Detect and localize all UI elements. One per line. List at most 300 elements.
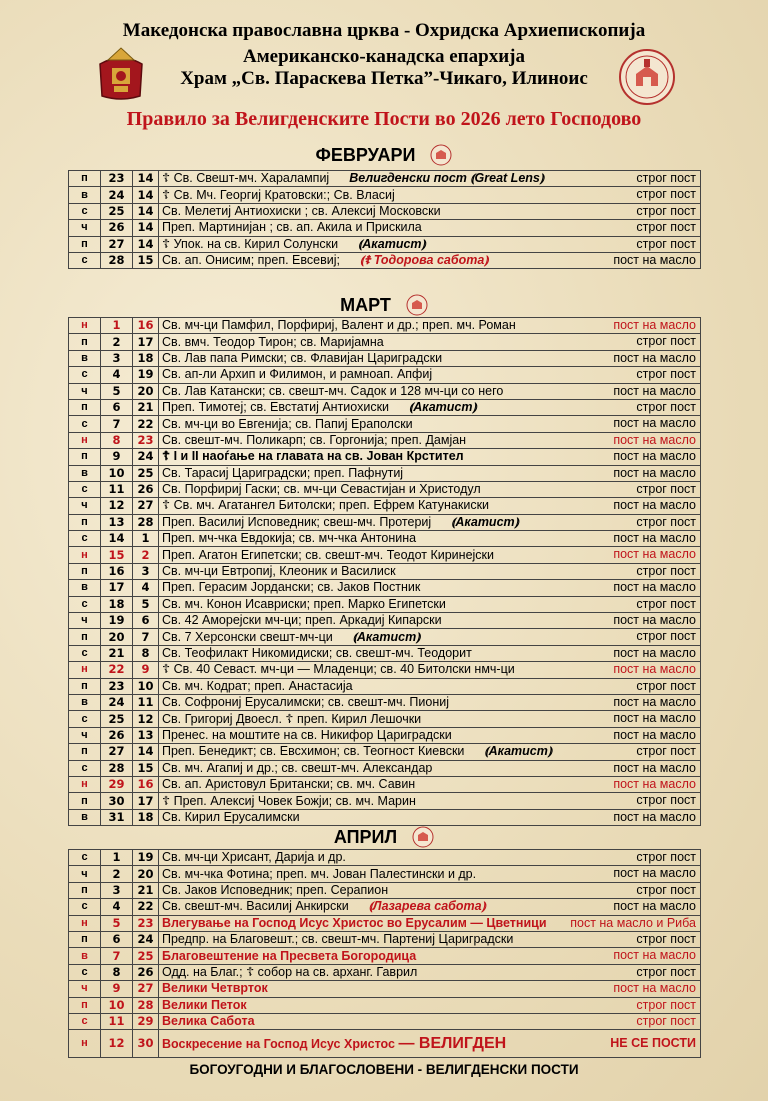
fast-rule: пост на масло <box>613 465 696 480</box>
day-of-week: н <box>69 662 101 678</box>
fast-rule: пост на масло <box>613 383 696 398</box>
table-row <box>69 948 701 964</box>
feast-text: Велики Четврток <box>162 981 268 996</box>
feast-cell <box>159 711 701 727</box>
new-calendar-date: 17 <box>101 580 133 596</box>
feast-text: Св. Тарасиј Цариградски; преп. Пафнутиј <box>162 465 404 480</box>
feast-text: Св. Порфириј Гаски; св. мч-ци Севастијан и Христодул <box>162 482 481 497</box>
day-of-week: п <box>69 997 101 1013</box>
temple-emblem-icon <box>406 294 428 316</box>
feast-text: Св. ап. Аристовул Британски; св. мч. Савин <box>162 777 416 792</box>
feast-text: Св. мч-ци во Евгенија; св. Папиј Ераполски <box>162 416 413 431</box>
new-calendar-date: 14 <box>101 531 133 547</box>
feast-text: Св. вмч. Теодор Тирон; св. Маријамна <box>162 334 384 349</box>
new-calendar-date: 28 <box>101 760 133 776</box>
table-row <box>69 915 701 931</box>
feast-text: Преп. Агатон Египетски; св. свешт-мч. Теодот Киринејски <box>162 547 495 562</box>
feast-text: Влегување на Господ Исус Христос во Ерусалим — Цветници <box>162 915 547 930</box>
new-calendar-date: 6 <box>101 931 133 947</box>
day-of-week: п <box>69 171 101 187</box>
fast-rule: строг пост <box>636 334 696 349</box>
old-calendar-date: 25 <box>133 948 159 964</box>
table-row <box>69 711 701 727</box>
fast-rule: строг пост <box>636 367 696 382</box>
old-calendar-date: 21 <box>133 882 159 898</box>
easter-highlight: — ВЕЛИГДЕН <box>398 1034 507 1052</box>
day-of-week: с <box>69 711 101 727</box>
old-calendar-date: 16 <box>133 318 159 334</box>
new-calendar-date: 3 <box>101 350 133 366</box>
new-calendar-date: 1 <box>101 318 133 334</box>
day-of-week: п <box>69 449 101 465</box>
new-calendar-date: 7 <box>101 948 133 964</box>
old-calendar-date: 19 <box>133 367 159 383</box>
fast-rule: пост на масло <box>613 809 696 824</box>
new-calendar-date: 23 <box>101 171 133 187</box>
new-calendar-date: 10 <box>101 465 133 481</box>
feast-text: Св. Григориј Двоесл. ☦ преп. Кирил Лешочки <box>162 711 422 726</box>
table-row <box>69 563 701 579</box>
old-calendar-date: 15 <box>133 760 159 776</box>
feast-cell <box>159 596 701 612</box>
feast-text: Св. Лав папа Римски; св. Флавијан Цариградски <box>162 350 443 365</box>
feast-marker: ⦅☦ Тодорова сабота⦆ <box>359 253 489 268</box>
feast-cell <box>159 866 701 882</box>
table-row <box>69 547 701 563</box>
fast-rule: строг пост <box>636 629 696 644</box>
table-row <box>69 252 701 268</box>
page-subtitle: Правило за Велигденските Пости во 2026 лето Господово <box>126 108 642 130</box>
feast-marker: ⦅Акатист⦆ <box>358 236 426 251</box>
feast-cell <box>159 931 701 947</box>
temple-emblem-icon <box>412 826 434 848</box>
day-of-week: в <box>69 187 101 203</box>
table-row <box>69 776 701 792</box>
old-calendar-date: 12 <box>133 711 159 727</box>
feast-text: ☦ Св. мч. Агатангел Битолски; преп. Ефрем Катунакиски <box>162 498 490 513</box>
feast-text: Св. мч. Кодрат; преп. Анастасија <box>162 678 353 693</box>
fast-rule: пост на масло <box>613 531 696 546</box>
old-calendar-date: 14 <box>133 220 159 236</box>
fast-rule: пост на масло <box>613 498 696 513</box>
table-row <box>69 220 701 236</box>
table-row <box>69 662 701 678</box>
feast-text: Преп. Мартинијан ; св. ап. Акила и Прискила <box>162 220 422 235</box>
feast-cell <box>159 1030 701 1058</box>
day-of-week: с <box>69 596 101 612</box>
new-calendar-date: 12 <box>101 1030 133 1058</box>
table-row <box>69 498 701 514</box>
feast-text: Св. мч-ци Евтропиј, Клеоник и Василиск <box>162 564 396 579</box>
feast-text: Св. свешт-мч. Поликарп; св. Горгонија; преп. Дамјан <box>162 432 467 447</box>
feast-cell <box>159 171 701 187</box>
fast-rule: строг пост <box>636 744 696 759</box>
feast-cell <box>159 514 701 530</box>
table-row <box>69 694 701 710</box>
old-calendar-date: 14 <box>133 187 159 203</box>
table-row <box>69 514 701 530</box>
new-calendar-date: 10 <box>101 997 133 1013</box>
old-calendar-date: 21 <box>133 399 159 415</box>
new-calendar-date: 5 <box>101 915 133 931</box>
feast-cell <box>159 449 701 465</box>
calendar-table-february <box>68 170 701 269</box>
fast-rule: пост на масло <box>613 711 696 726</box>
feast-cell <box>159 915 701 931</box>
table-row <box>69 981 701 997</box>
feast-cell <box>159 744 701 760</box>
new-calendar-date: 4 <box>101 367 133 383</box>
feast-cell <box>159 776 701 792</box>
old-calendar-date: 23 <box>133 432 159 448</box>
new-calendar-date: 24 <box>101 187 133 203</box>
feast-text: ☦ Св. 40 Севаст. мч-ци — Младенци; св. 40 Битолски нмч-ци <box>162 662 515 677</box>
day-of-week: п <box>69 678 101 694</box>
day-of-week: с <box>69 416 101 432</box>
old-calendar-date: 8 <box>133 645 159 661</box>
old-calendar-date: 26 <box>133 481 159 497</box>
old-calendar-date: 18 <box>133 350 159 366</box>
table-row <box>69 580 701 596</box>
new-calendar-date: 8 <box>101 432 133 448</box>
feast-marker: ⦅Акатист⦆ <box>484 744 553 759</box>
new-calendar-date: 11 <box>101 1013 133 1029</box>
old-calendar-date: 27 <box>133 981 159 997</box>
fast-rule: строг пост <box>636 997 696 1012</box>
day-of-week: с <box>69 645 101 661</box>
table-row-easter <box>69 1030 701 1058</box>
table-row <box>69 432 701 448</box>
day-of-week: с <box>69 481 101 497</box>
feast-text: Св. Мелетиј Антиохиски ; св. Алексиј Московски <box>162 203 441 218</box>
feast-text: Благовештение на Пресвета Богородица <box>162 948 417 963</box>
new-calendar-date: 26 <box>101 220 133 236</box>
old-calendar-date: 17 <box>133 334 159 350</box>
feast-cell <box>159 367 701 383</box>
old-calendar-date: 11 <box>133 694 159 710</box>
fast-rule: пост на масло <box>613 449 696 464</box>
day-of-week: н <box>69 547 101 563</box>
old-calendar-date: 24 <box>133 449 159 465</box>
feast-marker: ⦅Акатист⦆ <box>451 514 519 529</box>
feast-text: Одд. на Благ.; ☦ собор на св. арханг. Гаврил <box>162 964 418 979</box>
table-row <box>69 236 701 252</box>
old-calendar-date: 16 <box>133 776 159 792</box>
month-title-text: АПРИЛ <box>333 827 398 848</box>
feast-cell <box>159 318 701 334</box>
feast-text: ☦ I и II наоѓање на главата на св. Јован Крстител <box>162 449 464 464</box>
feast-cell <box>159 948 701 964</box>
old-calendar-date: 20 <box>133 383 159 399</box>
new-calendar-date: 31 <box>101 809 133 825</box>
fast-rule: пост на масло <box>613 416 696 431</box>
old-calendar-date: 3 <box>133 563 159 579</box>
day-of-week: п <box>69 629 101 645</box>
feast-cell <box>159 252 701 268</box>
feast-text: Св. мч-чка Фотина; преп. мч. Јован Палестински и др. <box>162 866 477 881</box>
day-of-week: п <box>69 882 101 898</box>
day-of-week: н <box>69 432 101 448</box>
table-row <box>69 744 701 760</box>
table-row <box>69 334 701 350</box>
table-row <box>69 350 701 366</box>
old-calendar-date: 10 <box>133 678 159 694</box>
feast-cell <box>159 432 701 448</box>
new-calendar-date: 6 <box>101 399 133 415</box>
temple-emblem-icon <box>430 144 452 166</box>
diocese-title: Американско-канадска епархија <box>243 46 525 67</box>
feast-cell <box>159 187 701 203</box>
table-row <box>69 416 701 432</box>
day-of-week: с <box>69 203 101 219</box>
old-calendar-date: 4 <box>133 580 159 596</box>
fast-rule: пост на масло и Риба <box>570 915 696 930</box>
feast-cell <box>159 563 701 579</box>
feast-text: Св. Теофилакт Никомидиски; св. свешт-мч. Теодорит <box>162 646 472 660</box>
day-of-week: п <box>69 334 101 350</box>
feast-cell <box>159 645 701 661</box>
table-row <box>69 793 701 809</box>
feast-cell <box>159 547 701 563</box>
day-of-week: с <box>69 531 101 547</box>
feast-cell <box>159 498 701 514</box>
feast-cell <box>159 531 701 547</box>
calendar-table-april <box>68 849 701 1058</box>
day-of-week: с <box>69 252 101 268</box>
day-of-week: с <box>69 964 101 980</box>
table-row <box>69 931 701 947</box>
feast-text: Воскресение на Господ Исус Христос <box>162 1036 395 1051</box>
feast-cell <box>159 220 701 236</box>
fast-rule: строг пост <box>636 171 696 185</box>
feast-cell <box>159 694 701 710</box>
fast-rule: пост на масло <box>613 318 696 332</box>
old-calendar-date: 2 <box>133 547 159 563</box>
day-of-week: п <box>69 236 101 252</box>
new-calendar-date: 25 <box>101 203 133 219</box>
new-calendar-date: 28 <box>101 252 133 268</box>
fast-rule: строг пост <box>636 882 696 897</box>
feast-cell <box>159 964 701 980</box>
feast-text: Св. Јаков Исповедник; преп. Серапион <box>162 882 389 897</box>
day-of-week: в <box>69 465 101 481</box>
table-row <box>69 399 701 415</box>
day-of-week: ч <box>69 866 101 882</box>
fast-rule: пост на масло <box>613 350 696 365</box>
day-of-week: ч <box>69 220 101 236</box>
fast-rule: пост на масло <box>613 694 696 709</box>
table-row <box>69 629 701 645</box>
day-of-week: в <box>69 580 101 596</box>
feast-cell <box>159 203 701 219</box>
day-of-week: с <box>69 850 101 866</box>
new-calendar-date: 8 <box>101 964 133 980</box>
fast-rule: строг пост <box>636 793 696 808</box>
temple-title: Храм „Св. Параскева Петка”-Чикаго, Илиноис <box>180 68 588 89</box>
fast-rule: пост на масло <box>613 645 696 660</box>
feast-cell <box>159 678 701 694</box>
feast-text: Пренес. на моштите на св. Никифор Цариградски <box>162 727 452 742</box>
table-row <box>69 171 701 187</box>
new-calendar-date: 2 <box>101 334 133 350</box>
new-calendar-date: 12 <box>101 498 133 514</box>
old-calendar-date: 15 <box>133 252 159 268</box>
diocese-crest-icon <box>96 46 146 102</box>
new-calendar-date: 1 <box>101 850 133 866</box>
feast-text: Св. ап-ли Архип и Филимон, и рамноап. Апфиј <box>162 367 433 382</box>
fast-rule: строг пост <box>636 931 696 946</box>
feast-text: Св. 42 Аморејски мч-ци; преп. Аркадиј Кипарски <box>162 613 442 628</box>
day-of-week: ч <box>69 383 101 399</box>
fast-rule: строг пост <box>636 481 696 496</box>
fast-rule: пост на масло <box>613 613 696 628</box>
table-row <box>69 645 701 661</box>
table-row <box>69 964 701 980</box>
month-title-february <box>68 141 700 167</box>
old-calendar-date: 1 <box>133 531 159 547</box>
feast-text: Преп. Герасим Јордански; св. Јаков Постник <box>162 580 421 595</box>
fast-rule: пост на масло <box>613 776 696 791</box>
church-title: Македонска православна црква - Охридска Архиепископија <box>122 20 646 41</box>
day-of-week: п <box>69 563 101 579</box>
new-calendar-date: 5 <box>101 383 133 399</box>
old-calendar-date: 23 <box>133 915 159 931</box>
feast-cell <box>159 350 701 366</box>
fast-rule: строг пост <box>636 678 696 693</box>
old-calendar-date: 14 <box>133 203 159 219</box>
new-calendar-date: 27 <box>101 236 133 252</box>
old-calendar-date: 18 <box>133 809 159 825</box>
old-calendar-date: 22 <box>133 416 159 432</box>
feast-cell <box>159 481 701 497</box>
day-of-week: в <box>69 809 101 825</box>
old-calendar-date: 22 <box>133 899 159 915</box>
feast-cell <box>159 981 701 997</box>
day-of-week: н <box>69 776 101 792</box>
new-calendar-date: 2 <box>101 866 133 882</box>
day-of-week: п <box>69 744 101 760</box>
feast-text: Св. Лав Катански; св. свешт-мч. Садок и 128 мч-ци со него <box>162 383 504 398</box>
day-of-week: с <box>69 1013 101 1029</box>
feast-marker: Велигденски пост ⦅Great Lens⦆ <box>349 171 545 186</box>
feast-cell <box>159 613 701 629</box>
fast-rule: пост на масло <box>613 547 696 562</box>
feast-cell <box>159 334 701 350</box>
fast-rule: пост на масло <box>613 981 696 996</box>
day-of-week: н <box>69 915 101 931</box>
fast-rule: строг пост <box>636 187 696 202</box>
fast-rule: пост на масло <box>613 580 696 595</box>
table-row <box>69 531 701 547</box>
new-calendar-date: 19 <box>101 613 133 629</box>
fast-rule: пост на масло <box>613 252 696 267</box>
new-calendar-date: 21 <box>101 645 133 661</box>
feast-cell <box>159 882 701 898</box>
new-calendar-date: 27 <box>101 744 133 760</box>
feast-cell <box>159 383 701 399</box>
fast-rule: строг пост <box>636 236 696 251</box>
new-calendar-date: 11 <box>101 481 133 497</box>
new-calendar-date: 30 <box>101 793 133 809</box>
feast-cell <box>159 850 701 866</box>
old-calendar-date: 17 <box>133 793 159 809</box>
old-calendar-date: 28 <box>133 514 159 530</box>
feast-text: Св. 7 Херсонски свешт-мч-ци <box>162 629 333 644</box>
day-of-week: ч <box>69 613 101 629</box>
new-calendar-date: 18 <box>101 596 133 612</box>
feast-text: Велика Сабота <box>162 1014 255 1029</box>
feast-cell <box>159 399 701 415</box>
month-title-text: ФЕВРУАРИ <box>315 145 416 166</box>
table-row <box>69 866 701 882</box>
feast-cell <box>159 899 701 915</box>
new-calendar-date: 7 <box>101 416 133 432</box>
fast-rule: строг пост <box>636 220 696 235</box>
feast-text: ☦ Преп. Алексиј Човек Божји; св. мч. Марин <box>162 793 416 808</box>
old-calendar-date: 26 <box>133 964 159 980</box>
table-row <box>69 899 701 915</box>
old-calendar-date: 28 <box>133 997 159 1013</box>
fast-rule: пост на масло <box>613 432 696 447</box>
feast-cell <box>159 465 701 481</box>
day-of-week: ч <box>69 498 101 514</box>
feast-cell <box>159 236 701 252</box>
fast-rule: строг пост <box>636 964 696 979</box>
new-calendar-date: 9 <box>101 981 133 997</box>
new-calendar-date: 15 <box>101 547 133 563</box>
feast-text: Св. Кирил Ерусалимски <box>162 809 300 824</box>
table-row <box>69 383 701 399</box>
month-title-april <box>68 823 700 849</box>
day-of-week: ч <box>69 727 101 743</box>
feast-text: Преп. Тимотеј; св. Евстатиј Антиохиски <box>162 400 390 415</box>
feast-text: Преп. Василиј Исповедник; свеш-мч. Протериј <box>162 514 432 529</box>
feast-cell <box>159 793 701 809</box>
fast-rule: строг пост <box>636 1013 696 1028</box>
old-calendar-date: 19 <box>133 850 159 866</box>
old-calendar-date: 14 <box>133 744 159 760</box>
table-row <box>69 1013 701 1029</box>
feast-text: ☦ Св. Мч. Георгиј Кратовски:; Св. Власиј <box>162 187 395 202</box>
old-calendar-date: 27 <box>133 498 159 514</box>
day-of-week: н <box>69 318 101 334</box>
fast-rule: строг пост <box>636 563 696 578</box>
feast-cell <box>159 662 701 678</box>
calendar-table-march <box>68 317 701 826</box>
feast-cell <box>159 1013 701 1029</box>
table-row <box>69 882 701 898</box>
new-calendar-date: 9 <box>101 449 133 465</box>
temple-emblem-icon <box>618 48 676 106</box>
feast-cell <box>159 997 701 1013</box>
day-of-week: в <box>69 694 101 710</box>
table-row <box>69 678 701 694</box>
new-calendar-date: 22 <box>101 662 133 678</box>
day-of-week: н <box>69 1030 101 1058</box>
feast-text: Преп. Бенедикт; св. Евсхимон; св. Теогност Киевски <box>162 744 465 759</box>
old-calendar-date: 20 <box>133 866 159 882</box>
feast-text: Св. Софрониј Ерусалимски; св. свешт-мч. Пиониј <box>162 695 449 710</box>
table-row <box>69 465 701 481</box>
feast-marker: ⦅Лазарева сабота⦆ <box>368 899 486 914</box>
feast-cell <box>159 629 701 645</box>
fast-rule: пост на масло <box>613 662 696 677</box>
fast-rule: пост на масло <box>613 760 696 775</box>
feast-cell <box>159 727 701 743</box>
feast-text: ☦ Упок. на св. Кирил Солунски <box>162 236 339 251</box>
new-calendar-date: 26 <box>101 727 133 743</box>
page-header <box>0 0 768 140</box>
